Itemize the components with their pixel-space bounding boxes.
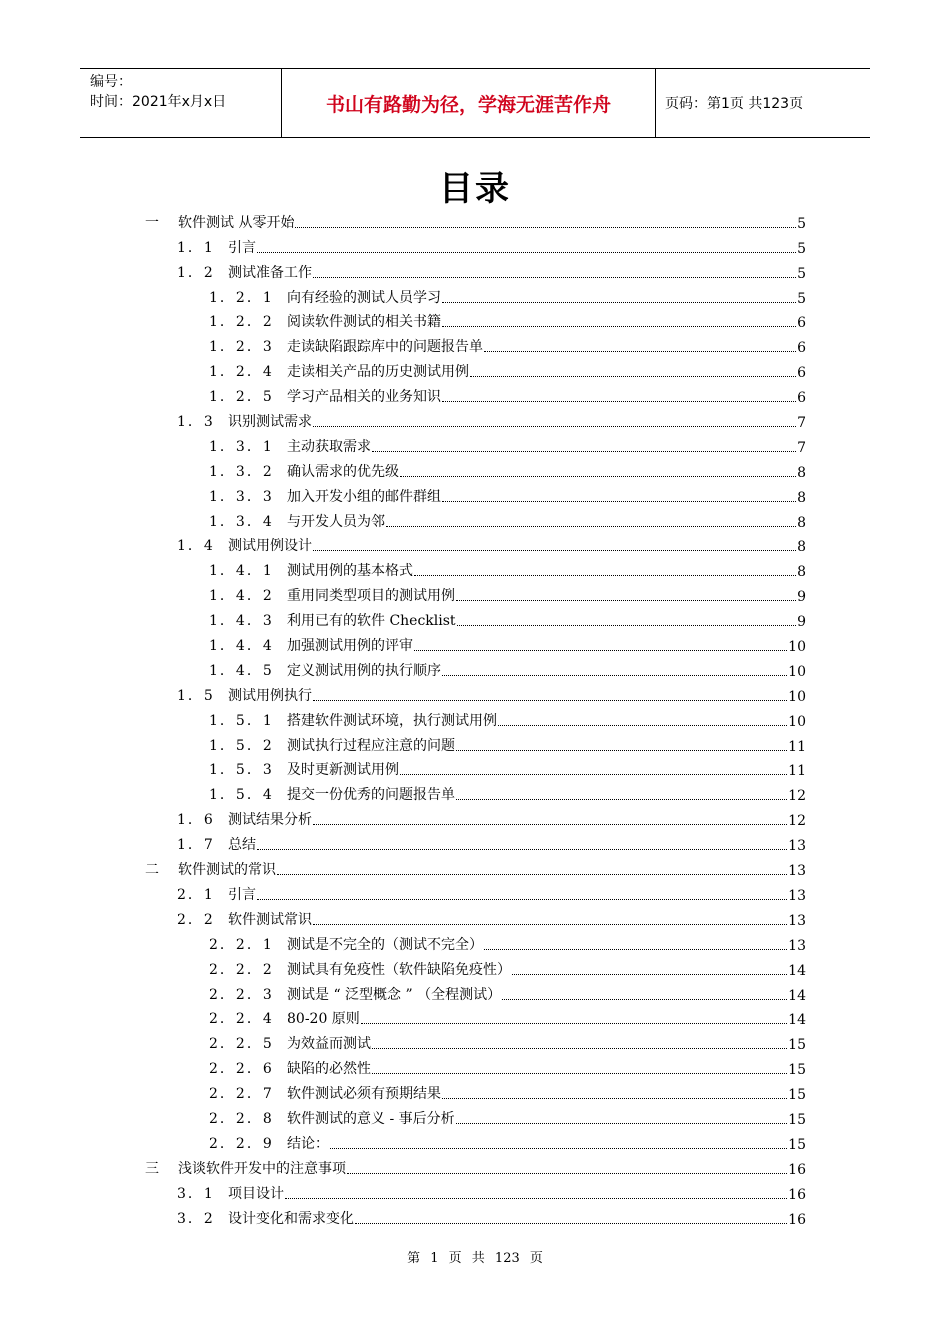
toc-entry-label: 测试是不完全的（测试不完全） xyxy=(287,936,483,953)
toc-entry-page: 15 xyxy=(788,1136,806,1153)
toc-entry-page: 14 xyxy=(788,1012,806,1029)
toc-entry-number: 1．2 xyxy=(177,264,215,281)
toc-leader-dots xyxy=(372,1073,787,1074)
toc-entry[interactable] xyxy=(145,930,806,955)
document-time-label: 时间：2021年x月x日 xyxy=(90,94,227,110)
toc-entry[interactable] xyxy=(145,556,806,581)
toc-entry-label: 测试准备工作 xyxy=(228,264,312,281)
toc-entry-number: 2．2．6 xyxy=(209,1061,274,1078)
toc-leader-dots xyxy=(442,326,796,327)
toc-entry[interactable] xyxy=(145,681,806,706)
toc-entry-number: 1．5．3 xyxy=(209,762,274,779)
toc-entry-label: 结论： xyxy=(287,1135,329,1152)
toc-leader-dots xyxy=(386,526,796,527)
toc-entry-number: 1．4．3 xyxy=(209,613,274,630)
toc-entry-page: 7 xyxy=(797,415,806,432)
toc-leader-dots xyxy=(442,675,787,676)
toc-entry[interactable] xyxy=(145,233,806,258)
toc-entry-number: 1．2．3 xyxy=(209,339,274,356)
toc-entry-number: 一 xyxy=(145,214,161,231)
page-footer: 第 1 页 共 123 页 xyxy=(407,1251,543,1266)
toc-entry-number: 2．2．5 xyxy=(209,1036,274,1053)
toc-entry-page: 13 xyxy=(788,937,806,954)
toc-entry-page: 6 xyxy=(797,315,806,332)
toc-entry[interactable] xyxy=(145,532,806,557)
toc-leader-dots xyxy=(484,351,796,352)
table-of-contents xyxy=(145,208,806,1229)
toc-entry-number: 1．3 xyxy=(177,414,215,431)
toc-entry-label: 主动获取需求 xyxy=(287,438,371,455)
toc-entry-page: 13 xyxy=(788,912,806,929)
toc-leader-dots xyxy=(257,849,787,850)
toc-entry-page: 11 xyxy=(788,738,806,755)
toc-entry-page: 5 xyxy=(797,290,806,307)
toc-entry[interactable] xyxy=(145,332,806,357)
toc-entry-label: 80-20 原则 xyxy=(287,1011,360,1028)
toc-entry[interactable] xyxy=(145,855,806,880)
toc-entry[interactable] xyxy=(145,631,806,656)
toc-entry-page: 7 xyxy=(797,439,806,456)
toc-leader-dots xyxy=(470,376,796,377)
toc-entry-page: 6 xyxy=(797,365,806,382)
toc-entry-label: 浅谈软件开发中的注意事项 xyxy=(178,1160,346,1177)
toc-entry-number: 1．5．1 xyxy=(209,712,274,729)
toc-leader-dots xyxy=(400,476,796,477)
toc-entry[interactable] xyxy=(145,780,806,805)
toc-leader-dots xyxy=(257,252,796,253)
toc-entry-label: 设计变化和需求变化 xyxy=(228,1210,354,1227)
toc-leader-dots xyxy=(285,1198,787,1199)
toc-entry-page: 15 xyxy=(788,1037,806,1054)
toc-leader-dots xyxy=(361,1023,787,1024)
toc-entry-number: 2．2．1 xyxy=(209,936,274,953)
toc-leader-dots xyxy=(313,924,787,925)
toc-entry-number: 1．4 xyxy=(177,538,215,555)
toc-entry-label: 测试用例的基本格式 xyxy=(287,563,413,580)
toc-entry-page: 12 xyxy=(788,788,806,805)
toc-entry-label: 向有经验的测试人员学习 xyxy=(287,289,441,306)
toc-entry-label: 项目设计 xyxy=(228,1185,284,1202)
toc-entry-label: 测试执行过程应注意的问题 xyxy=(287,737,455,754)
toc-entry-label: 识别测试需求 xyxy=(228,414,312,431)
toc-entry-label: 软件测试常识 xyxy=(228,911,312,928)
toc-entry[interactable] xyxy=(145,805,806,830)
toc-leader-dots xyxy=(498,725,787,726)
toc-entry-number: 1．1 xyxy=(177,239,215,256)
toc-entry-page: 10 xyxy=(788,688,806,705)
toc-leader-dots xyxy=(512,974,787,975)
header-page-info: 页码：第1页 共123页 xyxy=(665,96,804,112)
toc-entry-page: 11 xyxy=(788,763,806,780)
header-meta xyxy=(80,69,282,137)
toc-entry-number: 1．3．1 xyxy=(209,438,274,455)
toc-entry[interactable] xyxy=(145,1054,806,1079)
toc-entry-number: 1．6 xyxy=(177,812,215,829)
toc-entry[interactable] xyxy=(145,731,806,756)
toc-leader-dots xyxy=(414,575,796,576)
toc-entry[interactable] xyxy=(145,656,806,681)
toc-entry-page: 8 xyxy=(797,564,806,581)
toc-leader-dots xyxy=(484,949,787,950)
toc-entry-label: 测试具有免疫性（软件缺陷免疫性） xyxy=(287,961,511,978)
toc-entry-page: 10 xyxy=(788,663,806,680)
toc-entry[interactable] xyxy=(145,1029,806,1054)
toc-leader-dots xyxy=(400,774,787,775)
toc-entry[interactable] xyxy=(145,606,806,631)
toc-entry-number: 1．2．2 xyxy=(209,314,274,331)
toc-entry-number: 2．2．2 xyxy=(209,961,274,978)
toc-entry-label: 引言 xyxy=(228,886,256,903)
toc-entry-page: 5 xyxy=(797,240,806,257)
toc-entry-number: 2．2．9 xyxy=(209,1135,274,1152)
toc-entry-page: 13 xyxy=(788,887,806,904)
toc-leader-dots xyxy=(313,550,796,551)
toc-leader-dots xyxy=(456,600,796,601)
toc-leader-dots xyxy=(442,302,796,303)
toc-entry-number: 2．2．8 xyxy=(209,1110,274,1127)
toc-entry-label: 总结 xyxy=(228,837,256,854)
toc-entry-number: 1．4．1 xyxy=(209,563,274,580)
page-header xyxy=(80,68,870,138)
toc-entry-page: 8 xyxy=(797,539,806,556)
toc-entry-page: 15 xyxy=(788,1087,806,1104)
toc-entry-label: 测试是 “ 泛型概念 ” （全程测试） xyxy=(287,986,502,1003)
toc-entry[interactable] xyxy=(145,382,806,407)
toc-entry-page: 13 xyxy=(788,838,806,855)
toc-entry-label: 确认需求的优先级 xyxy=(287,463,399,480)
toc-entry-label: 测试用例执行 xyxy=(228,687,312,704)
toc-entry-number: 1．5．2 xyxy=(209,737,274,754)
toc-entry-page: 5 xyxy=(797,265,806,282)
toc-entry[interactable] xyxy=(145,407,806,432)
document-number-label: 编号： xyxy=(90,74,132,90)
toc-entry-page: 5 xyxy=(797,215,806,232)
toc-entry-label: 测试用例设计 xyxy=(228,538,312,555)
toc-entry[interactable] xyxy=(145,980,806,1005)
toc-leader-dots xyxy=(456,799,787,800)
toc-entry-label: 走读相关产品的历史测试用例 xyxy=(287,364,469,381)
toc-entry-label: 加强测试用例的评审 xyxy=(287,638,413,655)
toc-entry-page: 8 xyxy=(797,514,806,531)
toc-entry[interactable] xyxy=(145,1129,806,1154)
toc-entry-number: 1．3．4 xyxy=(209,513,274,530)
toc-leader-dots xyxy=(347,1173,787,1174)
toc-entry-page: 6 xyxy=(797,340,806,357)
toc-entry-page: 16 xyxy=(788,1161,806,1178)
toc-leader-dots xyxy=(313,824,787,825)
toc-leader-dots xyxy=(313,426,796,427)
toc-entry-label: 软件测试 从零开始 xyxy=(178,214,295,231)
toc-leader-dots xyxy=(313,700,787,701)
toc-entry-label: 与开发人员为邻 xyxy=(287,513,385,530)
toc-entry[interactable] xyxy=(145,457,806,482)
toc-entry[interactable] xyxy=(145,1154,806,1179)
toc-entry-number: 2．2．4 xyxy=(209,1011,274,1028)
toc-leader-dots xyxy=(295,227,796,228)
toc-entry-number: 二 xyxy=(145,862,161,879)
toc-leader-dots xyxy=(277,874,787,875)
toc-entry-label: 利用已有的软件 Checklist xyxy=(287,613,456,630)
toc-entry-number: 1．5．4 xyxy=(209,787,274,804)
toc-entry[interactable] xyxy=(145,955,806,980)
toc-entry[interactable] xyxy=(145,1005,806,1030)
toc-entry-page: 13 xyxy=(788,863,806,880)
toc-entry-page: 12 xyxy=(788,813,806,830)
toc-leader-dots xyxy=(457,625,797,626)
toc-entry-page: 15 xyxy=(788,1111,806,1128)
toc-leader-dots xyxy=(372,1048,787,1049)
toc-entry[interactable] xyxy=(145,482,806,507)
toc-entry-number: 1．4．4 xyxy=(209,638,274,655)
toc-entry[interactable] xyxy=(145,357,806,382)
toc-leader-dots xyxy=(313,277,796,278)
toc-leader-dots xyxy=(502,999,787,1000)
toc-entry[interactable] xyxy=(145,432,806,457)
toc-entry-label: 为效益而测试 xyxy=(287,1036,371,1053)
toc-entry-label: 阅读软件测试的相关书籍 xyxy=(287,314,441,331)
toc-entry-number: 2．2．3 xyxy=(209,986,274,1003)
toc-entry-page: 10 xyxy=(788,639,806,656)
toc-entry[interactable] xyxy=(145,706,806,731)
toc-entry-number: 1．3．3 xyxy=(209,488,274,505)
toc-entry[interactable] xyxy=(145,283,806,308)
toc-entry-label: 测试结果分析 xyxy=(228,812,312,829)
toc-entry-number: 2．2．7 xyxy=(209,1086,274,1103)
toc-entry[interactable] xyxy=(145,507,806,532)
toc-leader-dots xyxy=(456,1123,788,1124)
toc-entry-label: 走读缺陷跟踪库中的问题报告单 xyxy=(287,339,483,356)
toc-leader-dots xyxy=(372,451,796,452)
toc-entry-number: 2．1 xyxy=(177,886,215,903)
toc-entry[interactable] xyxy=(145,1079,806,1104)
toc-entry[interactable] xyxy=(145,880,806,905)
toc-entry[interactable] xyxy=(145,756,806,781)
toc-entry-label: 定义测试用例的执行顺序 xyxy=(287,662,441,679)
toc-entry[interactable] xyxy=(145,1204,806,1229)
toc-entry-number: 2．2 xyxy=(177,911,215,928)
toc-title: 目录 xyxy=(439,169,511,209)
toc-leader-dots xyxy=(442,1098,787,1099)
toc-entry[interactable] xyxy=(145,1104,806,1129)
toc-leader-dots xyxy=(456,750,787,751)
toc-leader-dots xyxy=(330,1148,787,1149)
toc-entry-label: 加入开发小组的邮件群组 xyxy=(287,488,441,505)
toc-entry-number: 1．2．1 xyxy=(209,289,274,306)
toc-entry-page: 6 xyxy=(797,390,806,407)
toc-entry-label: 学习产品相关的业务知识 xyxy=(287,389,441,406)
toc-entry-label: 提交一份优秀的问题报告单 xyxy=(287,787,455,804)
toc-entry-page: 10 xyxy=(788,713,806,730)
toc-entry-number: 3．2 xyxy=(177,1210,215,1227)
toc-entry-number: 1．2．4 xyxy=(209,364,274,381)
toc-entry-label: 搭建软件测试环境，执行测试用例 xyxy=(287,712,497,729)
toc-entry-label: 引言 xyxy=(228,239,256,256)
toc-entry[interactable] xyxy=(145,208,806,233)
toc-entry-page: 16 xyxy=(788,1211,806,1228)
toc-entry-label: 软件测试的意义 - 事后分析 xyxy=(287,1110,455,1127)
toc-entry[interactable] xyxy=(145,581,806,606)
toc-entry[interactable] xyxy=(145,1179,806,1204)
toc-entry-page: 16 xyxy=(788,1186,806,1203)
toc-entry[interactable] xyxy=(145,830,806,855)
toc-entry-number: 1．2．5 xyxy=(209,389,274,406)
toc-entry[interactable] xyxy=(145,308,806,333)
toc-entry-page: 9 xyxy=(797,589,806,606)
toc-entry-page: 8 xyxy=(797,464,806,481)
toc-entry-label: 重用同类型项目的测试用例 xyxy=(287,588,455,605)
toc-entry-label: 软件测试必须有预期结果 xyxy=(287,1086,441,1103)
toc-leader-dots xyxy=(257,899,787,900)
toc-leader-dots xyxy=(355,1223,787,1224)
toc-entry-number: 1．5 xyxy=(177,687,215,704)
toc-entry-page: 8 xyxy=(797,489,806,506)
toc-leader-dots xyxy=(414,650,787,651)
header-motto: 书山有路勤为径，学海无涯苦作舟 xyxy=(282,69,656,137)
toc-entry[interactable] xyxy=(145,258,806,283)
toc-entry-page: 14 xyxy=(788,962,806,979)
toc-entry[interactable] xyxy=(145,905,806,930)
toc-entry-label: 软件测试的常识 xyxy=(178,862,276,879)
toc-entry-number: 1．4．5 xyxy=(209,662,274,679)
toc-entry-number: 1．4．2 xyxy=(209,588,274,605)
toc-entry-number: 1．3．2 xyxy=(209,463,274,480)
toc-entry-page: 14 xyxy=(788,987,806,1004)
toc-leader-dots xyxy=(442,401,796,402)
toc-entry-number: 3．1 xyxy=(177,1185,215,1202)
toc-entry-number: 三 xyxy=(145,1160,161,1177)
toc-entry-number: 1．7 xyxy=(177,837,215,854)
toc-leader-dots xyxy=(442,501,796,502)
toc-entry-page: 15 xyxy=(788,1062,806,1079)
toc-entry-page: 9 xyxy=(797,614,806,631)
toc-entry-label: 及时更新测试用例 xyxy=(287,762,399,779)
toc-entry-label: 缺陷的必然性 xyxy=(287,1061,371,1078)
